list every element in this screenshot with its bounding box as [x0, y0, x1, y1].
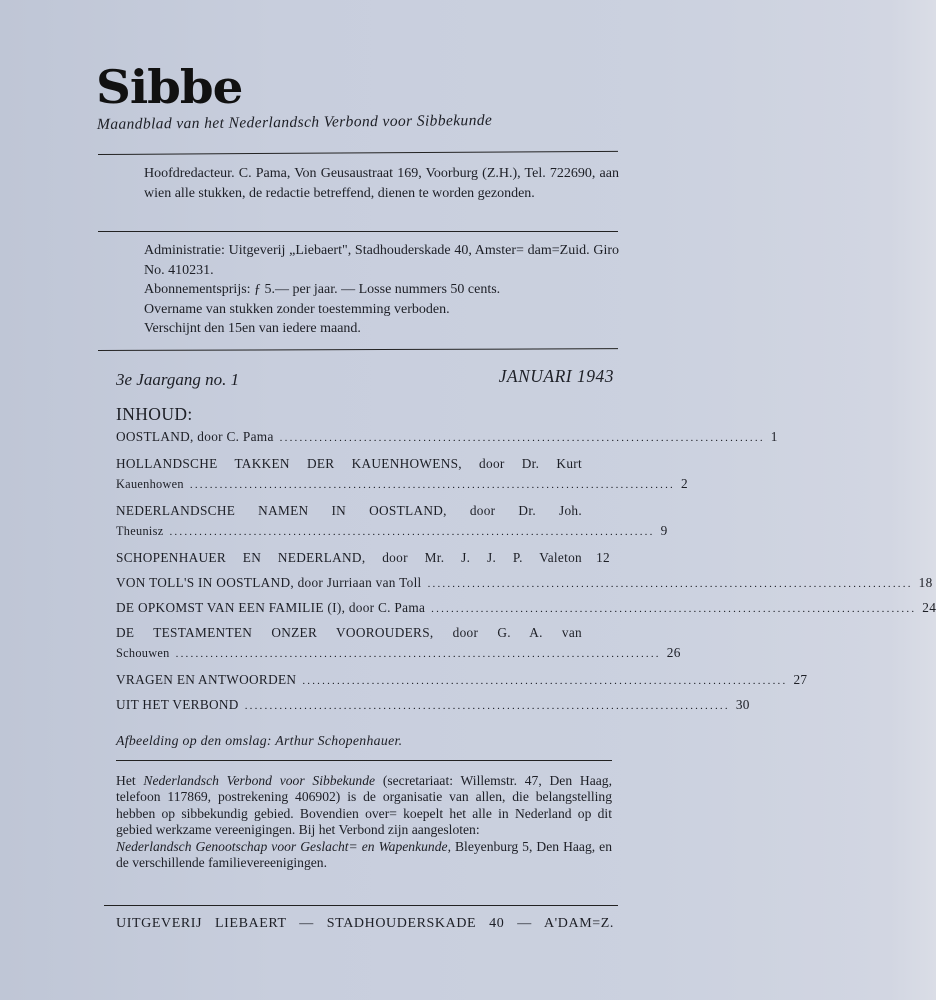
admin-line: Administratie: Uitgeverij „Liebaert", Stadhouderskade 40, Amster= dam=Zuid. Giro No. 410231.	[144, 243, 619, 278]
toc-item	[116, 695, 750, 715]
admin-line: Verschijnt den 15en van iedere maand.	[144, 321, 361, 336]
leader-dots: ..................................................................................................	[302, 675, 788, 687]
toc-title: DE OPKOMST VAN EEN FAMILIE (I), door C. Pama	[116, 600, 426, 615]
masthead-subtitle: Maandblad van het Nederlandsch Verbond voor Sibbekunde	[96, 111, 493, 133]
issue-row	[116, 366, 614, 390]
toc-item	[116, 427, 778, 447]
toc-item	[116, 548, 610, 568]
toc-item	[116, 623, 681, 663]
masthead-title: Sibbe	[96, 60, 243, 114]
table-of-contents	[116, 427, 936, 715]
admin-block	[144, 241, 619, 339]
toc-title: Kauenhowen	[116, 477, 184, 491]
toc-item	[116, 454, 688, 494]
leader-dots: ..................................................................................................	[169, 526, 655, 538]
toc-title: Theunisz	[116, 524, 164, 538]
admin-line: Abonnementsprijs: ƒ 5.— per jaar. — Losse nummers 50 cents.	[144, 282, 501, 297]
toc-page: 26	[666, 645, 681, 660]
about-text: Het	[116, 773, 144, 788]
toc-item	[116, 598, 936, 618]
divider	[98, 348, 618, 351]
toc-page: 27	[793, 672, 808, 687]
issue-volume: 3e Jaargang no. 1	[116, 370, 240, 389]
toc-page: 2	[681, 476, 688, 491]
toc-title: VRAGEN EN ANTWOORDEN	[116, 672, 297, 687]
divider	[116, 760, 612, 761]
toc-item	[116, 501, 668, 541]
cover-caption: Afbeelding op den omslag: Arthur Schopenhauer.	[116, 733, 403, 748]
toc-title-line1: DE TESTAMENTEN ONZER VOOROUDERS, door G. A. van	[116, 625, 582, 640]
toc-title: VON TOLL'S IN OOSTLAND, door Jurriaan van Toll	[116, 575, 422, 590]
about-italic: Nederlandsch Genootschap voor Geslacht= en Wapenkunde	[116, 838, 448, 854]
leader-dots: ..................................................................................................	[189, 479, 675, 491]
toc-title: OOSTLAND, door C. Pama	[116, 429, 274, 444]
leader-dots: ..................................................................................................	[431, 603, 917, 615]
about-text: , Bleyenburg 5, Den Haag, en de verschillende familievereenigingen.	[116, 838, 612, 871]
toc-page: 9	[660, 523, 668, 538]
leader-dots: ..................................................................................................	[279, 432, 765, 444]
leader-dots: ..................................................................................................	[244, 700, 730, 712]
toc-title-line1: HOLLANDSCHE TAKKEN DER KAUENHOWENS, door Dr. Kurt	[116, 456, 582, 471]
toc-title-line1: NEDERLANDSCHE NAMEN IN OOSTLAND, door Dr. Joh.	[116, 503, 582, 518]
divider	[104, 905, 618, 906]
toc-item	[116, 670, 808, 690]
toc-heading: INHOUD:	[116, 404, 193, 424]
toc-item	[116, 573, 933, 593]
leader-dots: ..................................................................................................	[175, 648, 661, 660]
leader-dots: ..................................................................................................	[427, 578, 913, 590]
toc-title: UIT HET VERBOND	[116, 697, 239, 712]
toc-page: 18	[918, 575, 933, 590]
toc-title: SCHOPENHAUER EN NEDERLAND, door Mr. J. J. P. Valeton	[116, 550, 582, 565]
toc-page: 12	[596, 550, 610, 565]
issue-date: JANUARI 1943	[498, 366, 614, 386]
about-paragraph	[116, 773, 612, 871]
admin-line: Overname van stukken zonder toestemming verboden.	[144, 301, 450, 317]
footer-publisher: UITGEVERIJ LIEBAERT — STADHOUDERSKADE 40 — A'DAM=Z.	[116, 916, 614, 931]
toc-title: Schouwen	[116, 646, 170, 660]
divider	[98, 231, 618, 232]
toc-page: 24	[922, 600, 936, 615]
editor-block: Hoofdredacteur. C. Pama, Von Geusaustraat 169, Voorburg (Z.H.), Tel. 722690, aan wien alle stukken, de redactie betreffend, dienen te worden gezonden.	[144, 166, 619, 201]
toc-page: 30	[735, 697, 750, 712]
about-text: (secretariaat: Willemstr. 47, Den Haag, telefoon 117869, postrekening 406902) is de organisatie van allen, die belangstelling hebben op sibbekundig gebied. Bovendien over= koepelt het alle in Nederland op dit gebied werkzame vereenigingen. Bij het Verbond zijn aangesloten:	[116, 773, 612, 838]
about-italic: Nederlandsch Verbond voor Sibbekunde	[143, 773, 376, 788]
toc-page: 1	[770, 429, 778, 444]
divider	[98, 151, 618, 155]
